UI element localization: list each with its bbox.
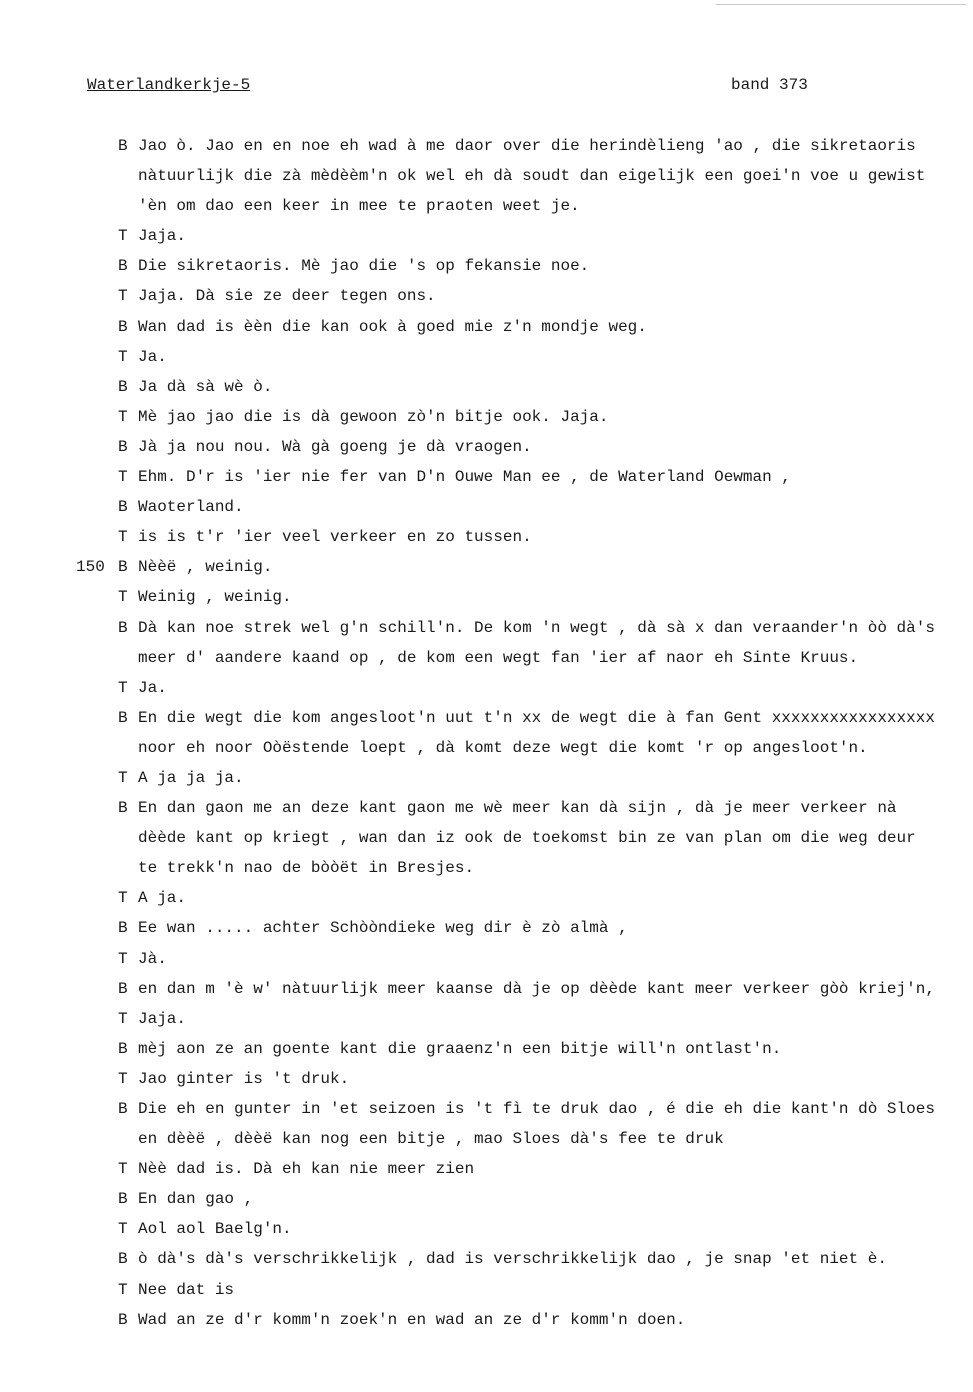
transcript-line <box>0 1159 973 1189</box>
utterance-text: A ja ja ja. <box>138 768 244 787</box>
utterance-text: Mè jao jao die is dà gewoon zò'n bitje ook. Jaja. <box>138 407 609 426</box>
speaker-label: T <box>118 1009 128 1028</box>
speaker-label: T <box>118 678 128 697</box>
transcript-line <box>0 1039 973 1069</box>
utterance-text: Ehm. D'r is 'ier nie fer van D'n Ouwe Man ee , de Waterland Oewman , <box>138 468 791 487</box>
utterance-text: nàtuurlijk die zà mèdèèm'n ok wel eh dà soudt dan eigelijk een goei'n voe u gewist <box>138 167 926 186</box>
transcript-line <box>0 888 973 918</box>
speaker-label: T <box>118 1220 128 1239</box>
page-header-band: band 373 <box>731 76 808 94</box>
speaker-label: B <box>118 558 128 577</box>
utterance-text: 'èn om dao een keer in mee te praoten weet je. <box>138 197 580 216</box>
transcript-line <box>0 557 973 587</box>
transcript-line <box>0 738 973 768</box>
utterance-text: Jaja. <box>138 227 187 246</box>
transcript-line <box>0 136 973 166</box>
transcript-line <box>0 979 973 1009</box>
page-header-title: Waterlandkerkje-5 <box>87 76 251 94</box>
transcript-line <box>0 1009 973 1039</box>
speaker-label: B <box>118 137 128 155</box>
speaker-label: T <box>118 528 128 547</box>
utterance-text: Nèè dad is. Dà eh kan nie meer zien <box>138 1160 475 1179</box>
transcript-line <box>0 708 973 738</box>
speaker-label: B <box>118 257 128 276</box>
utterance-text: mèj aon ze an goente kant die graaenz'n een bitje will'n ontlast'n. <box>138 1039 782 1058</box>
transcript-line <box>0 858 973 888</box>
utterance-text: is is t'r 'ier veel verkeer en zo tussen. <box>138 528 532 547</box>
utterance-text: Nee dat is <box>138 1280 235 1299</box>
speaker-label: T <box>118 768 128 787</box>
transcript-line <box>0 437 973 467</box>
utterance-text: En dan gao , <box>138 1190 254 1209</box>
speaker-label: T <box>118 1160 128 1179</box>
transcript-line <box>0 256 973 286</box>
speaker-label: B <box>118 799 128 818</box>
speaker-label: T <box>118 588 128 607</box>
transcript-line <box>0 166 973 196</box>
utterance-text: Ja. <box>138 347 167 366</box>
utterance-text: Jao ginter is 't druk. <box>138 1069 350 1088</box>
utterance-text: Wan dad is èèn die kan ook à goed mie z'n mondje weg. <box>138 317 647 336</box>
transcript-line <box>0 1189 973 1219</box>
transcript-line <box>0 1280 973 1310</box>
speaker-label: T <box>118 227 128 246</box>
top-edge-line <box>716 4 966 5</box>
utterance-text: te trekk'n nao de bòòët in Bresjes. <box>138 859 475 878</box>
transcript-line <box>0 1129 973 1159</box>
utterance-text: en dan m 'è w' nàtuurlijk meer kaanse dà je op dèède kant meer verkeer gòò kriej'n, <box>138 979 935 998</box>
transcript-line <box>0 648 973 678</box>
transcript-line <box>0 587 973 617</box>
speaker-label: B <box>118 1250 128 1269</box>
utterance-text: dèède kant op kriegt , wan dan iz ook de toekomst bin ze van plan om die weg deur <box>138 829 916 848</box>
transcript-line <box>0 317 973 347</box>
utterance-text: Die eh en gunter in 'et seizoen is 't fì te druk dao , é die eh die kant'n dò Sloes <box>138 1100 935 1118</box>
transcript-line <box>0 286 973 316</box>
transcript-line <box>0 407 973 437</box>
transcript-line <box>0 347 973 377</box>
transcript-line <box>0 828 973 858</box>
speaker-label: B <box>118 618 128 637</box>
transcript-line <box>0 196 973 226</box>
speaker-label: B <box>118 1100 128 1118</box>
speaker-label: B <box>118 377 128 396</box>
utterance-text: en dèèë , dèèë kan nog een bitje , mao Sloes dà's fee te druk <box>138 1130 724 1149</box>
transcript-line <box>0 678 973 708</box>
utterance-text: Nèèë , weinig. <box>138 558 273 577</box>
speaker-label: B <box>118 1039 128 1058</box>
speaker-label: B <box>118 919 128 938</box>
transcript-line <box>0 467 973 497</box>
speaker-label: B <box>118 979 128 998</box>
utterance-text: En dan gaon me an deze kant gaon me wè meer kan dà sijn , dà je meer verkeer nà <box>138 799 897 818</box>
speaker-label: T <box>118 407 128 426</box>
utterance-text: Jà. <box>138 949 167 968</box>
utterance-text: Jaja. Dà sie ze deer tegen ons. <box>138 287 436 306</box>
transcript-line <box>0 768 973 798</box>
utterance-text: Jao ò. Jao en en noe eh wad à me daor over die herindèlieng 'ao , die sikretaoris <box>138 137 916 155</box>
speaker-label: B <box>118 437 128 456</box>
speaker-label: T <box>118 889 128 908</box>
transcript-line <box>0 226 973 256</box>
speaker-label: B <box>118 317 128 336</box>
transcript-line <box>0 1310 973 1340</box>
transcript-body <box>0 136 973 1340</box>
transcript-line <box>0 1219 973 1249</box>
utterance-text: En die wegt die kom angesloot'n uut t'n xx de wegt die à fan Gent xxxxxxxxxxxxxxxxx <box>138 708 935 727</box>
speaker-label: T <box>118 949 128 968</box>
transcript-line <box>0 918 973 948</box>
utterance-text: Aol aol Baelg'n. <box>138 1220 292 1239</box>
utterance-text: Ja. <box>138 678 167 697</box>
utterance-text: Jà ja nou nou. Wà gà goeng je dà vraogen. <box>138 437 532 456</box>
speaker-label: T <box>118 287 128 306</box>
speaker-label: B <box>118 708 128 727</box>
transcript-line <box>0 377 973 407</box>
utterance-text: A ja. <box>138 889 187 908</box>
speaker-label: B <box>118 1310 128 1329</box>
utterance-text: meer d' aandere kaand op , de kom een wegt fan 'ier af naor eh Sinte Kruus. <box>138 648 859 667</box>
speaker-label: T <box>118 1069 128 1088</box>
utterance-text: ò dà's dà's verschrikkelijk , dad is verschrikkelijk dao , je snap 'et niet è. <box>138 1250 887 1269</box>
utterance-text: Ja dà sà wè ò. <box>138 377 273 396</box>
transcript-line <box>0 949 973 979</box>
speaker-label: B <box>118 498 128 517</box>
utterance-text: Waoterland. <box>138 498 244 517</box>
speaker-label: T <box>118 468 128 487</box>
transcript-line <box>0 497 973 527</box>
transcript-line <box>0 798 973 828</box>
line-number: 150 <box>76 558 105 577</box>
transcript-line <box>0 1249 973 1279</box>
transcript-line <box>0 1069 973 1099</box>
utterance-text: Dà kan noe strek wel g'n schill'n. De kom 'n wegt , dà sà x dan veraander'n òò dà's <box>138 618 935 637</box>
utterance-text: Die sikretaoris. Mè jao die 's op fekansie noe. <box>138 257 590 276</box>
speaker-label: T <box>118 1280 128 1299</box>
utterance-text: Weinig , weinig. <box>138 588 292 607</box>
transcript-line <box>0 527 973 557</box>
transcript-line <box>0 1099 973 1129</box>
utterance-text: Wad an ze d'r komm'n zoek'n en wad an ze d'r komm'n doen. <box>138 1310 686 1329</box>
utterance-text: Jaja. <box>138 1009 187 1028</box>
speaker-label: T <box>118 347 128 366</box>
transcript-line <box>0 618 973 648</box>
utterance-text: Ee wan ..... achter Schòòndieke weg dir è zò almà , <box>138 919 628 938</box>
utterance-text: noor eh noor Oòëstende loept , dà komt deze wegt die komt 'r op angesloot'n. <box>138 738 868 757</box>
speaker-label: B <box>118 1190 128 1209</box>
